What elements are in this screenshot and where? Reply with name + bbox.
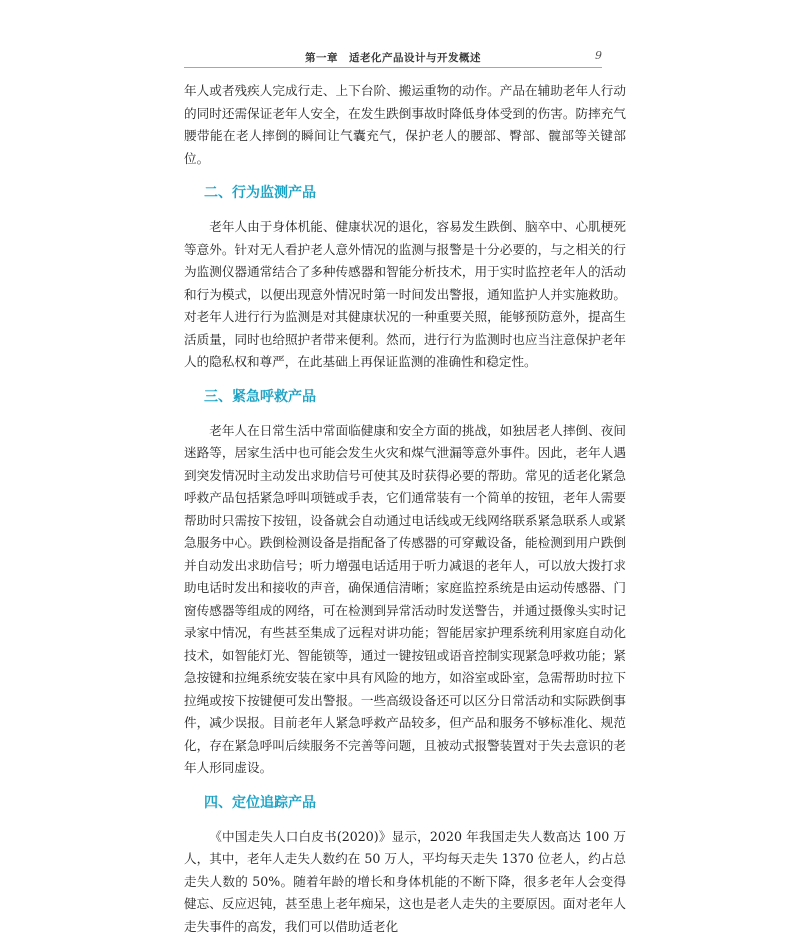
header-divider <box>184 67 602 68</box>
section-location-tracking <box>184 793 626 938</box>
chapter-title: 第一章 适老化产品设计与开发概述 <box>184 50 602 65</box>
body-paragraph: 老年人由于身体机能、健康状况的退化，容易发生跌倒、脑卒中、心肌梗死等意外。针对无人看护老人意外情况的监测与报警是十分必要的，与之相关的行为监测仪器通常结合了多种传感器和智能分析技术，用于实时监控老年人的活动和行为模式，以便出现意外情况时第一时间发出警报，通知监护人并实施救助。对老年人进行行为监测是对其健康状况的一种重要关照，能够预防意外，提高生活质量，同时也给照护者带来便利。然而，进行行为监测时也应当注意保护老年人的隐私权和尊严，在此基础上再保证监测的准确性和稳定性。 <box>184 216 626 374</box>
page-number: 9 <box>595 49 602 62</box>
section-emergency-call <box>184 387 626 780</box>
page-header <box>184 50 602 72</box>
page-body <box>184 80 626 938</box>
body-paragraph: 《中国走失人口白皮书(2020)》显示，2020 年我国走失人数高达 100 万人，其中，老年人走失人数约在 50 万人，平均每天走失 1370 位老人，约占总走失人数的 50%。随着年龄的增长和身体机能的不断下降，很多老年人会变得健忘、反应迟钝，甚至患上老年痴呆，这也是老人走失的主要原因。面对老年人走失事件的高发，我们可以借助适老化 <box>184 826 626 938</box>
section-heading: 四、定位追踪产品 <box>204 793 626 813</box>
section-heading: 二、行为监测产品 <box>204 183 626 203</box>
body-paragraph: 老年人在日常生活中常面临健康和安全方面的挑战，如独居老人摔倒、夜间迷路等，居家生活中也可能会发生火灾和煤气泄漏等意外事件。因此，老年人遇到突发情况时主动发出求助信号可使其及时获得必要的帮助。常见的适老化紧急呼救产品包括紧急呼叫项链或手表，它们通常装有一个简单的按钮，老年人需要帮助时只需按下按钮，设备就会自动通过电话线或无线网络联系紧急联系人或紧急服务中心。跌倒检测设备是指配备了传感器的可穿戴设备，能检测到用户跌倒并自动发出求助信号；听力增强电话适用于听力减退的老年人，可以放大拨打求助电话时发出和接收的声音，确保通信清晰；家庭监控系统是由运动传感器、门窗传感器等组成的网络，可在检测到异常活动时发送警告，并通过摄像头实时记录家中情况，有些甚至集成了远程对讲功能；智能居家护理系统利用家庭自动化技术，如智能灯光、智能锁等，通过一键按钮或语音控制实现紧急呼救功能；紧急按键和拉绳系统安装在家中具有风险的地方，如浴室或卧室，急需帮助时拉下拉绳或按下按键便可发出警报。一些高级设备还可以区分日常活动和实际跌倒事件，减少误报。目前老年人紧急呼救产品较多，但产品和服务不够标准化、规范化，存在紧急呼叫后续服务不完善等问题，且被动式报警装置对于失去意识的老年人形同虚设。 <box>184 420 626 780</box>
section-behavior-monitoring <box>184 183 626 374</box>
intro-paragraph: 年人或者残疾人完成行走、上下台阶、搬运重物的动作。产品在辅助老年人行动的同时还需保证老年人安全，在发生跌倒事故时降低身体受到的伤害。防摔充气腰带能在老人摔倒的瞬间让气囊充气，保护老人的腰部、臀部、髋部等关键部位。 <box>184 80 626 170</box>
section-heading: 三、紧急呼救产品 <box>204 387 626 407</box>
